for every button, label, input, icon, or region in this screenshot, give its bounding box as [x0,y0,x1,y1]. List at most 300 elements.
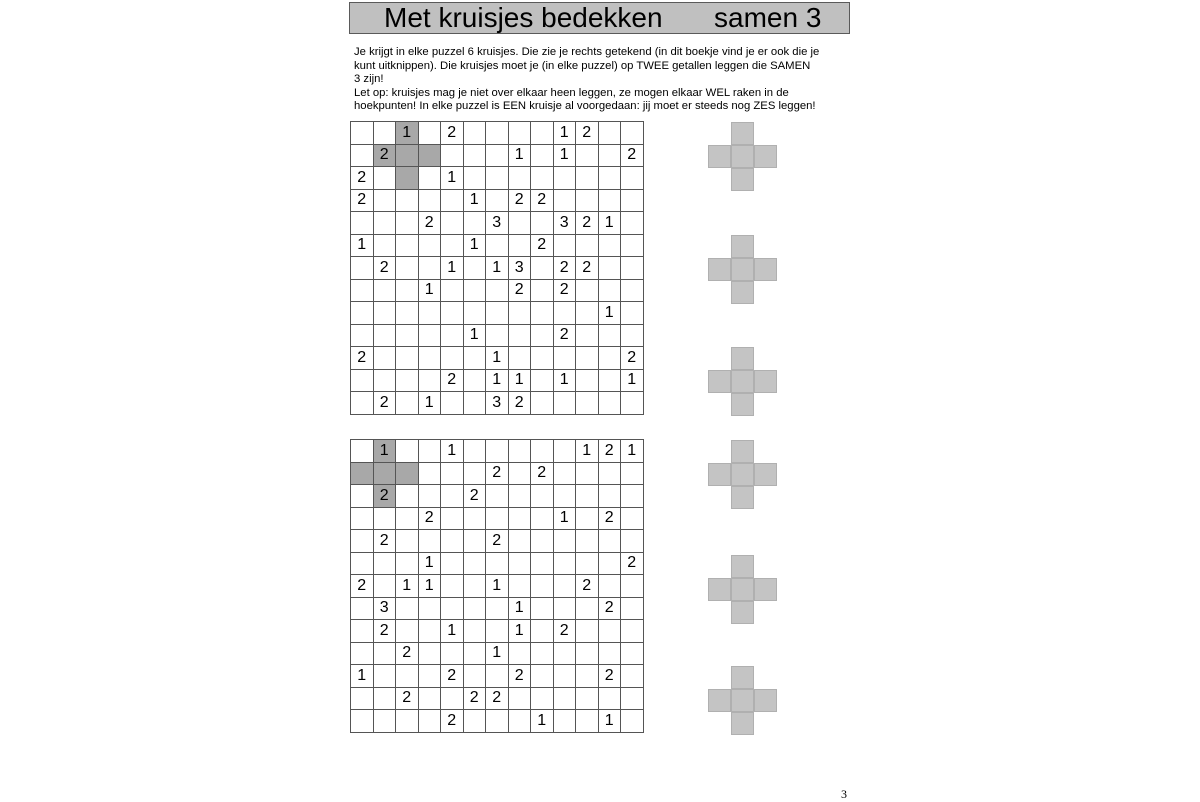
grid-cell[interactable] [464,145,487,168]
grid-cell[interactable]: 2 [509,190,532,213]
grid-cell-covered[interactable] [396,463,419,486]
grid-cell[interactable] [464,440,487,463]
grid-cell[interactable] [464,167,487,190]
grid-cell[interactable] [531,145,554,168]
grid-cell[interactable] [464,370,487,393]
grid-cell[interactable] [374,665,397,688]
grid-cell[interactable]: 2 [509,280,532,303]
grid-cell[interactable] [396,710,419,733]
grid-cell[interactable] [396,440,419,463]
grid-cell[interactable] [509,212,532,235]
grid-cell[interactable] [351,710,374,733]
grid-cell[interactable] [374,122,397,145]
grid-cell[interactable] [599,280,622,303]
grid-cell[interactable] [531,370,554,393]
grid-cell[interactable] [531,257,554,280]
grid-cell[interactable] [374,302,397,325]
grid-cell[interactable] [621,575,644,598]
grid-cell[interactable] [351,530,374,553]
grid-cell[interactable] [554,392,577,415]
grid-cell-covered[interactable]: 1 [396,122,419,145]
grid-cell[interactable] [486,122,509,145]
grid-cell[interactable] [464,530,487,553]
grid-cell[interactable] [419,235,442,258]
grid-cell[interactable] [351,325,374,348]
grid-cell[interactable] [351,302,374,325]
grid-cell[interactable] [599,575,622,598]
cross-piece[interactable] [708,440,777,509]
grid-cell[interactable]: 1 [554,508,577,531]
grid-cell[interactable] [486,190,509,213]
grid-cell[interactable] [374,575,397,598]
grid-cell[interactable]: 1 [419,280,442,303]
grid-cell[interactable] [554,643,577,666]
grid-cell[interactable] [599,122,622,145]
grid-cell[interactable]: 1 [441,167,464,190]
grid-cell[interactable] [621,665,644,688]
grid-cell[interactable] [531,530,554,553]
grid-cell[interactable] [464,575,487,598]
grid-cell[interactable] [599,553,622,576]
grid-cell[interactable] [374,235,397,258]
grid-cell[interactable] [621,508,644,531]
grid-cell[interactable]: 1 [486,370,509,393]
grid-cell[interactable] [576,370,599,393]
grid-cell[interactable]: 2 [351,190,374,213]
grid-cell[interactable]: 2 [374,257,397,280]
grid-cell[interactable] [441,325,464,348]
grid-cell[interactable]: 2 [486,463,509,486]
grid-cell[interactable] [621,302,644,325]
grid-cell[interactable] [509,643,532,666]
grid-cell[interactable] [531,167,554,190]
grid-cell[interactable] [396,665,419,688]
grid-cell[interactable] [621,280,644,303]
grid-cell[interactable]: 1 [509,620,532,643]
grid-cell[interactable] [554,553,577,576]
grid-cell-covered[interactable]: 2 [374,485,397,508]
grid-cell[interactable]: 2 [531,463,554,486]
grid-cell[interactable]: 1 [486,575,509,598]
grid-cell[interactable] [464,665,487,688]
grid-cell[interactable]: 2 [419,212,442,235]
grid-cell[interactable] [621,485,644,508]
grid-cell[interactable] [554,530,577,553]
grid-cell[interactable] [419,530,442,553]
grid-cell[interactable] [374,688,397,711]
grid-cell[interactable] [599,688,622,711]
grid-cell[interactable] [464,553,487,576]
grid-cell[interactable] [576,553,599,576]
grid-cell[interactable] [464,643,487,666]
grid-cell[interactable] [621,257,644,280]
grid-cell[interactable] [486,665,509,688]
grid-cell[interactable] [396,598,419,621]
grid-cell[interactable] [554,167,577,190]
grid-cell[interactable] [486,485,509,508]
grid-cell[interactable] [576,643,599,666]
grid-cell[interactable] [396,325,419,348]
grid-cell[interactable] [531,575,554,598]
grid-cell[interactable]: 1 [599,212,622,235]
grid-cell[interactable] [599,235,622,258]
grid-cell[interactable] [621,167,644,190]
grid-cell[interactable]: 2 [509,392,532,415]
grid-cell[interactable] [374,553,397,576]
grid-cell[interactable]: 2 [576,575,599,598]
grid-cell[interactable] [621,190,644,213]
grid-cell[interactable] [576,167,599,190]
grid-cell[interactable] [396,508,419,531]
grid-cell[interactable] [441,575,464,598]
grid-cell[interactable] [621,325,644,348]
grid-cell[interactable] [486,440,509,463]
grid-cell[interactable] [486,710,509,733]
grid-cell[interactable] [531,440,554,463]
grid-cell[interactable]: 2 [554,257,577,280]
grid-cell-covered[interactable] [396,145,419,168]
grid-cell[interactable] [531,485,554,508]
grid-cell[interactable]: 2 [374,530,397,553]
grid-cell[interactable] [351,122,374,145]
grid-cell[interactable] [554,190,577,213]
grid-cell[interactable]: 1 [554,145,577,168]
grid-cell[interactable] [441,508,464,531]
grid-cell[interactable]: 1 [531,710,554,733]
grid-cell[interactable] [351,553,374,576]
grid-cell[interactable] [531,553,554,576]
grid-cell[interactable] [554,598,577,621]
grid-cell[interactable] [441,485,464,508]
grid-cell[interactable] [576,325,599,348]
grid-cell[interactable] [599,145,622,168]
grid-cell[interactable]: 2 [621,347,644,370]
grid-cell[interactable] [419,302,442,325]
grid-cell[interactable] [441,392,464,415]
grid-cell[interactable]: 1 [486,257,509,280]
grid-cell[interactable]: 2 [351,347,374,370]
grid-cell[interactable] [599,325,622,348]
grid-cell[interactable]: 2 [464,485,487,508]
grid-cell[interactable] [621,643,644,666]
grid-cell[interactable] [419,665,442,688]
grid-cell[interactable] [509,508,532,531]
grid-cell[interactable] [531,325,554,348]
grid-cell[interactable] [486,620,509,643]
grid-cell[interactable]: 2 [441,122,464,145]
grid-cell[interactable] [576,235,599,258]
grid-cell[interactable] [374,643,397,666]
grid-cell[interactable] [621,530,644,553]
grid-cell[interactable] [599,167,622,190]
grid-cell[interactable] [621,212,644,235]
grid-cell[interactable] [441,302,464,325]
grid-cell[interactable]: 2 [531,190,554,213]
grid-cell[interactable]: 2 [599,598,622,621]
grid-cell[interactable]: 2 [531,235,554,258]
grid-cell[interactable] [441,280,464,303]
grid-cell[interactable]: 2 [374,392,397,415]
grid-cell[interactable]: 3 [509,257,532,280]
grid-cell[interactable]: 2 [576,257,599,280]
grid-cell[interactable]: 2 [486,688,509,711]
grid-cell[interactable] [351,257,374,280]
grid-cell[interactable] [576,347,599,370]
grid-cell[interactable] [419,710,442,733]
grid-cell[interactable]: 2 [374,620,397,643]
grid-cell[interactable] [396,212,419,235]
cross-piece[interactable] [708,555,777,624]
grid-cell[interactable] [419,370,442,393]
cross-piece[interactable] [708,235,777,304]
grid-cell[interactable] [509,325,532,348]
grid-cell[interactable]: 2 [599,508,622,531]
grid-cell[interactable]: 2 [351,575,374,598]
grid-cell[interactable] [396,257,419,280]
grid-cell[interactable]: 3 [374,598,397,621]
grid-cell[interactable] [374,710,397,733]
grid-cell[interactable] [531,643,554,666]
grid-cell[interactable] [396,620,419,643]
grid-cell[interactable] [441,643,464,666]
grid-cell[interactable] [351,145,374,168]
grid-cell[interactable]: 1 [509,145,532,168]
grid-cell[interactable] [554,688,577,711]
grid-cell[interactable]: 2 [464,688,487,711]
grid-cell[interactable] [509,235,532,258]
grid-cell[interactable]: 2 [621,145,644,168]
grid-cell[interactable] [576,302,599,325]
grid-cell[interactable] [531,688,554,711]
grid-cell[interactable] [509,710,532,733]
grid-cell[interactable] [396,530,419,553]
grid-cell[interactable]: 2 [419,508,442,531]
grid-cell[interactable] [576,145,599,168]
grid-cell[interactable] [464,508,487,531]
grid-cell[interactable] [554,347,577,370]
grid-cell[interactable] [486,325,509,348]
grid-cell[interactable] [374,167,397,190]
grid-cell[interactable] [599,190,622,213]
grid-cell[interactable] [576,710,599,733]
grid-cell[interactable] [396,280,419,303]
grid-cell[interactable] [486,553,509,576]
grid-cell[interactable] [464,347,487,370]
grid-cell[interactable] [441,212,464,235]
grid-cell[interactable] [351,688,374,711]
grid-cell[interactable] [531,508,554,531]
grid-cell[interactable] [531,620,554,643]
grid-cell[interactable] [464,280,487,303]
grid-cell-covered[interactable]: 2 [374,145,397,168]
grid-cell[interactable] [509,485,532,508]
grid-cell[interactable] [576,485,599,508]
grid-cell[interactable] [486,508,509,531]
grid-cell[interactable] [486,598,509,621]
grid-cell[interactable] [419,122,442,145]
grid-cell[interactable] [419,167,442,190]
grid-cell[interactable] [441,190,464,213]
grid-cell[interactable] [599,530,622,553]
grid-cell[interactable] [554,440,577,463]
grid-cell[interactable] [464,212,487,235]
grid-cell[interactable]: 1 [351,235,374,258]
grid-cell[interactable] [351,440,374,463]
grid-cell[interactable] [621,710,644,733]
grid-cell[interactable] [509,688,532,711]
grid-cell[interactable] [621,122,644,145]
grid-cell[interactable] [509,440,532,463]
grid-cell[interactable] [419,257,442,280]
grid-cell[interactable] [621,235,644,258]
grid-cell[interactable] [599,620,622,643]
grid-cell[interactable] [576,665,599,688]
grid-cell[interactable] [621,392,644,415]
grid-cell[interactable]: 2 [441,710,464,733]
grid-cell[interactable] [419,598,442,621]
grid-cell[interactable] [576,530,599,553]
grid-cell[interactable]: 2 [554,620,577,643]
grid-cell[interactable] [621,688,644,711]
grid-cell[interactable] [396,392,419,415]
grid-cell[interactable] [554,235,577,258]
grid-cell[interactable]: 3 [486,212,509,235]
grid-cell[interactable]: 2 [396,643,419,666]
grid-cell[interactable] [464,392,487,415]
grid-cell[interactable] [351,485,374,508]
grid-cell[interactable] [599,257,622,280]
grid-cell[interactable] [531,598,554,621]
grid-cell[interactable] [554,463,577,486]
grid-cell[interactable] [554,302,577,325]
grid-cell[interactable] [554,485,577,508]
grid-cell[interactable] [531,122,554,145]
grid-cell[interactable]: 1 [621,370,644,393]
grid-cell[interactable]: 1 [509,598,532,621]
grid-cell[interactable] [576,598,599,621]
grid-cell[interactable]: 2 [576,212,599,235]
grid-cell[interactable]: 2 [554,325,577,348]
grid-cell[interactable] [419,485,442,508]
grid-cell[interactable] [531,665,554,688]
grid-cell[interactable] [441,347,464,370]
grid-cell[interactable]: 1 [464,235,487,258]
grid-cell[interactable] [486,145,509,168]
grid-cell[interactable]: 1 [441,257,464,280]
grid-cell[interactable] [486,280,509,303]
grid-cell[interactable] [576,620,599,643]
grid-cell[interactable]: 1 [554,122,577,145]
grid-cell[interactable] [351,370,374,393]
grid-cell[interactable] [531,392,554,415]
grid-cell[interactable] [419,463,442,486]
grid-cell[interactable] [351,643,374,666]
grid-cell[interactable] [441,235,464,258]
grid-cell[interactable] [509,347,532,370]
grid-cell[interactable] [374,325,397,348]
grid-cell[interactable]: 1 [621,440,644,463]
grid-cell[interactable] [419,347,442,370]
grid-cell[interactable]: 1 [441,620,464,643]
grid-cell[interactable] [419,688,442,711]
cross-piece[interactable] [708,347,777,416]
grid-cell[interactable] [509,553,532,576]
grid-cell[interactable]: 1 [554,370,577,393]
grid-cell[interactable] [351,598,374,621]
grid-cell[interactable]: 1 [396,575,419,598]
grid-cell[interactable]: 2 [396,688,419,711]
grid-cell[interactable]: 2 [441,370,464,393]
grid-cell[interactable]: 1 [351,665,374,688]
grid-cell[interactable]: 2 [486,530,509,553]
grid-cell[interactable] [509,463,532,486]
grid-cell-covered[interactable] [374,463,397,486]
grid-cell[interactable] [396,347,419,370]
grid-cell[interactable] [441,145,464,168]
grid-cell[interactable] [576,508,599,531]
grid-cell[interactable] [486,302,509,325]
grid-cell-covered[interactable]: 1 [374,440,397,463]
grid-cell[interactable]: 2 [621,553,644,576]
grid-cell[interactable] [621,463,644,486]
grid-cell[interactable]: 2 [599,665,622,688]
grid-cell[interactable]: 2 [576,122,599,145]
grid-cell[interactable] [374,280,397,303]
grid-cell[interactable]: 1 [486,347,509,370]
grid-cell[interactable] [351,392,374,415]
grid-cell[interactable] [464,463,487,486]
grid-cell[interactable]: 3 [554,212,577,235]
grid-cell[interactable] [374,347,397,370]
grid-cell[interactable] [351,508,374,531]
grid-cell[interactable] [576,190,599,213]
grid-cell[interactable] [599,347,622,370]
grid-cell[interactable]: 1 [599,710,622,733]
grid-cell[interactable] [396,370,419,393]
grid-cell[interactable]: 2 [554,280,577,303]
grid-cell[interactable]: 2 [351,167,374,190]
grid-cell[interactable] [464,257,487,280]
grid-cell[interactable] [374,190,397,213]
grid-cell[interactable]: 2 [509,665,532,688]
grid-cell[interactable] [464,122,487,145]
grid-cell[interactable]: 1 [599,302,622,325]
grid-cell[interactable] [509,122,532,145]
grid-cell[interactable] [374,370,397,393]
grid-cell[interactable] [554,575,577,598]
grid-cell[interactable] [464,620,487,643]
grid-cell[interactable] [396,302,419,325]
grid-cell[interactable]: 1 [464,190,487,213]
grid-cell[interactable] [599,370,622,393]
grid-cell[interactable]: 1 [509,370,532,393]
grid-cell[interactable]: 1 [419,575,442,598]
grid-cell[interactable] [509,530,532,553]
grid-cell-covered[interactable] [396,167,419,190]
cross-piece[interactable] [708,666,777,735]
grid-cell[interactable] [441,530,464,553]
grid-cell[interactable] [576,392,599,415]
grid-cell[interactable] [419,440,442,463]
grid-cell[interactable] [531,212,554,235]
grid-cell[interactable] [464,710,487,733]
grid-cell[interactable] [441,463,464,486]
grid-cell[interactable] [419,643,442,666]
grid-cell[interactable] [531,347,554,370]
grid-cell[interactable] [576,688,599,711]
grid-cell[interactable]: 2 [599,440,622,463]
grid-cell[interactable] [441,688,464,711]
